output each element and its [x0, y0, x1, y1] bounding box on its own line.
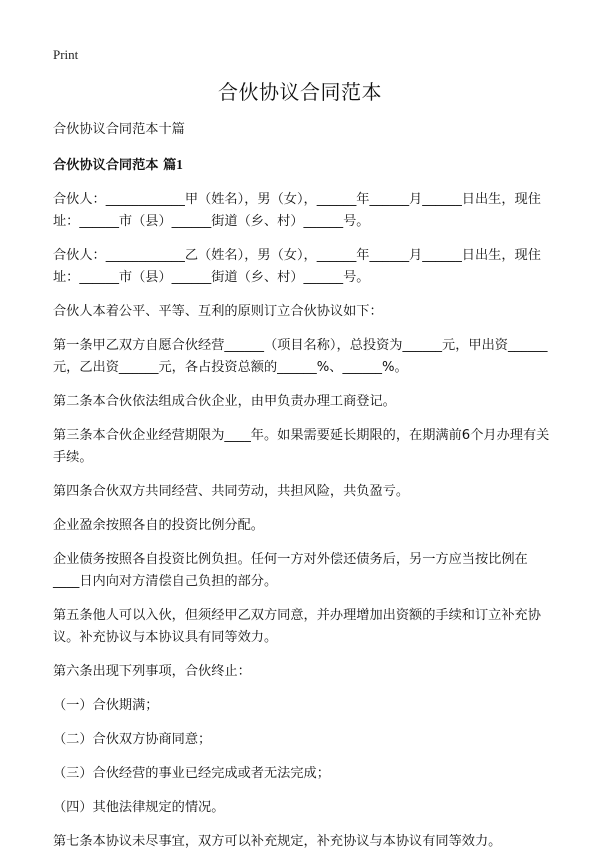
list-item-termination-4: （四）其他法律规定的情况。: [53, 800, 225, 815]
paragraph-article-2: 第二条本合伙依法组成合伙企业，由甲负责办理工商登记。: [53, 394, 396, 409]
paragraph-article-1: 第一条甲乙双方自愿合伙经营______（项目名称），总投资为______元，甲出资______元，乙出资______元，各占投资总额的______%、______%。: [53, 338, 548, 375]
print-link[interactable]: Print: [53, 47, 79, 62]
list-item-termination-1: （一）合伙期满；: [53, 698, 159, 713]
article-heading-text: 合伙协议合同范本 篇: [53, 158, 177, 173]
paragraph-article-5: 第五条他人可以入伙，但须经甲乙双方同意，并办理增加出资额的手续和订立补充协议。补充协议与本协议具有同等效力。: [53, 608, 541, 645]
list-item-termination-2: （二）合伙双方协商同意；: [53, 732, 212, 747]
list-item-termination-3: （三）合伙经营的事业已经完成或者无法完成；: [53, 766, 330, 781]
document-subtitle: 合伙协议合同范本十篇: [53, 122, 185, 137]
paragraph-partner-b: 合伙人：____________乙（姓名），男（女），______年______月______日出生，现住址：______市（县）______街道（乡、村）______号。: [53, 248, 541, 285]
paragraph-debt: 企业债务按照各自投资比例负担。任何一方对外偿还债务后，另一方应当按比例在____日内向对方清偿自己负担的部分。: [53, 552, 528, 589]
page-title: 合伙协议合同范本: [218, 80, 382, 104]
paragraph-preamble: 合伙人本着公平、平等、互利的原则订立合伙协议如下：: [53, 304, 383, 319]
paragraph-article-7: 第七条本协议未尽事宜，双方可以补充规定，补充协议与本协议有同等效力。: [53, 834, 502, 849]
article-heading-number: 1: [176, 157, 183, 172]
paragraph-article-4: 第四条合伙双方共同经营、共同劳动，共担风险，共负盈亏。: [53, 484, 410, 499]
paragraph-profit: 企业盈余按照各自的投资比例分配。: [53, 518, 264, 533]
paragraph-partner-a: 合伙人：____________甲（姓名），男（女），______年______月______日出生，现住址：______市（县）______街道（乡、村）______号。: [53, 192, 541, 229]
paragraph-article-3: 第三条本合伙企业经营期限为____年。如果需要延长期限的，在期满前6个月办理有关手续。: [53, 428, 550, 465]
document-body: [53, 119, 553, 865]
article-heading: [53, 154, 553, 177]
paragraph-article-6: 第六条出现下列事项，合伙终止：: [53, 664, 251, 679]
